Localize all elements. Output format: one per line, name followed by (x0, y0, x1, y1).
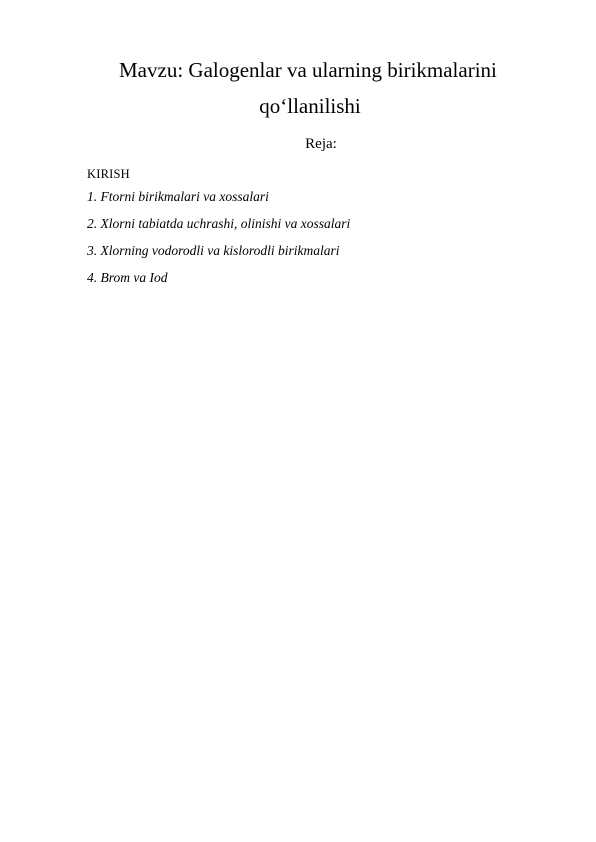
outline-item-2: 2. Xlorni tabiatda uchrashi, olinishi va xossalari (87, 216, 351, 231)
outline-item-3: 3. Xlorning vodorodli va kislorodli birikmalari (87, 243, 340, 258)
document-title-line-1: Mavzu: Galogenlar va ularning birikmalarini (119, 58, 497, 82)
plan-heading: Reja: (305, 136, 337, 152)
outline-item-4: 4. Brom va Iod (87, 270, 168, 285)
plan-outline-list (87, 188, 350, 296)
intro-label: KIRISH (87, 167, 130, 181)
document-title-line-2: qo‘llanilishi (259, 94, 361, 118)
outline-item-1: 1. Ftorni birikmalari va xossalari (87, 189, 269, 204)
